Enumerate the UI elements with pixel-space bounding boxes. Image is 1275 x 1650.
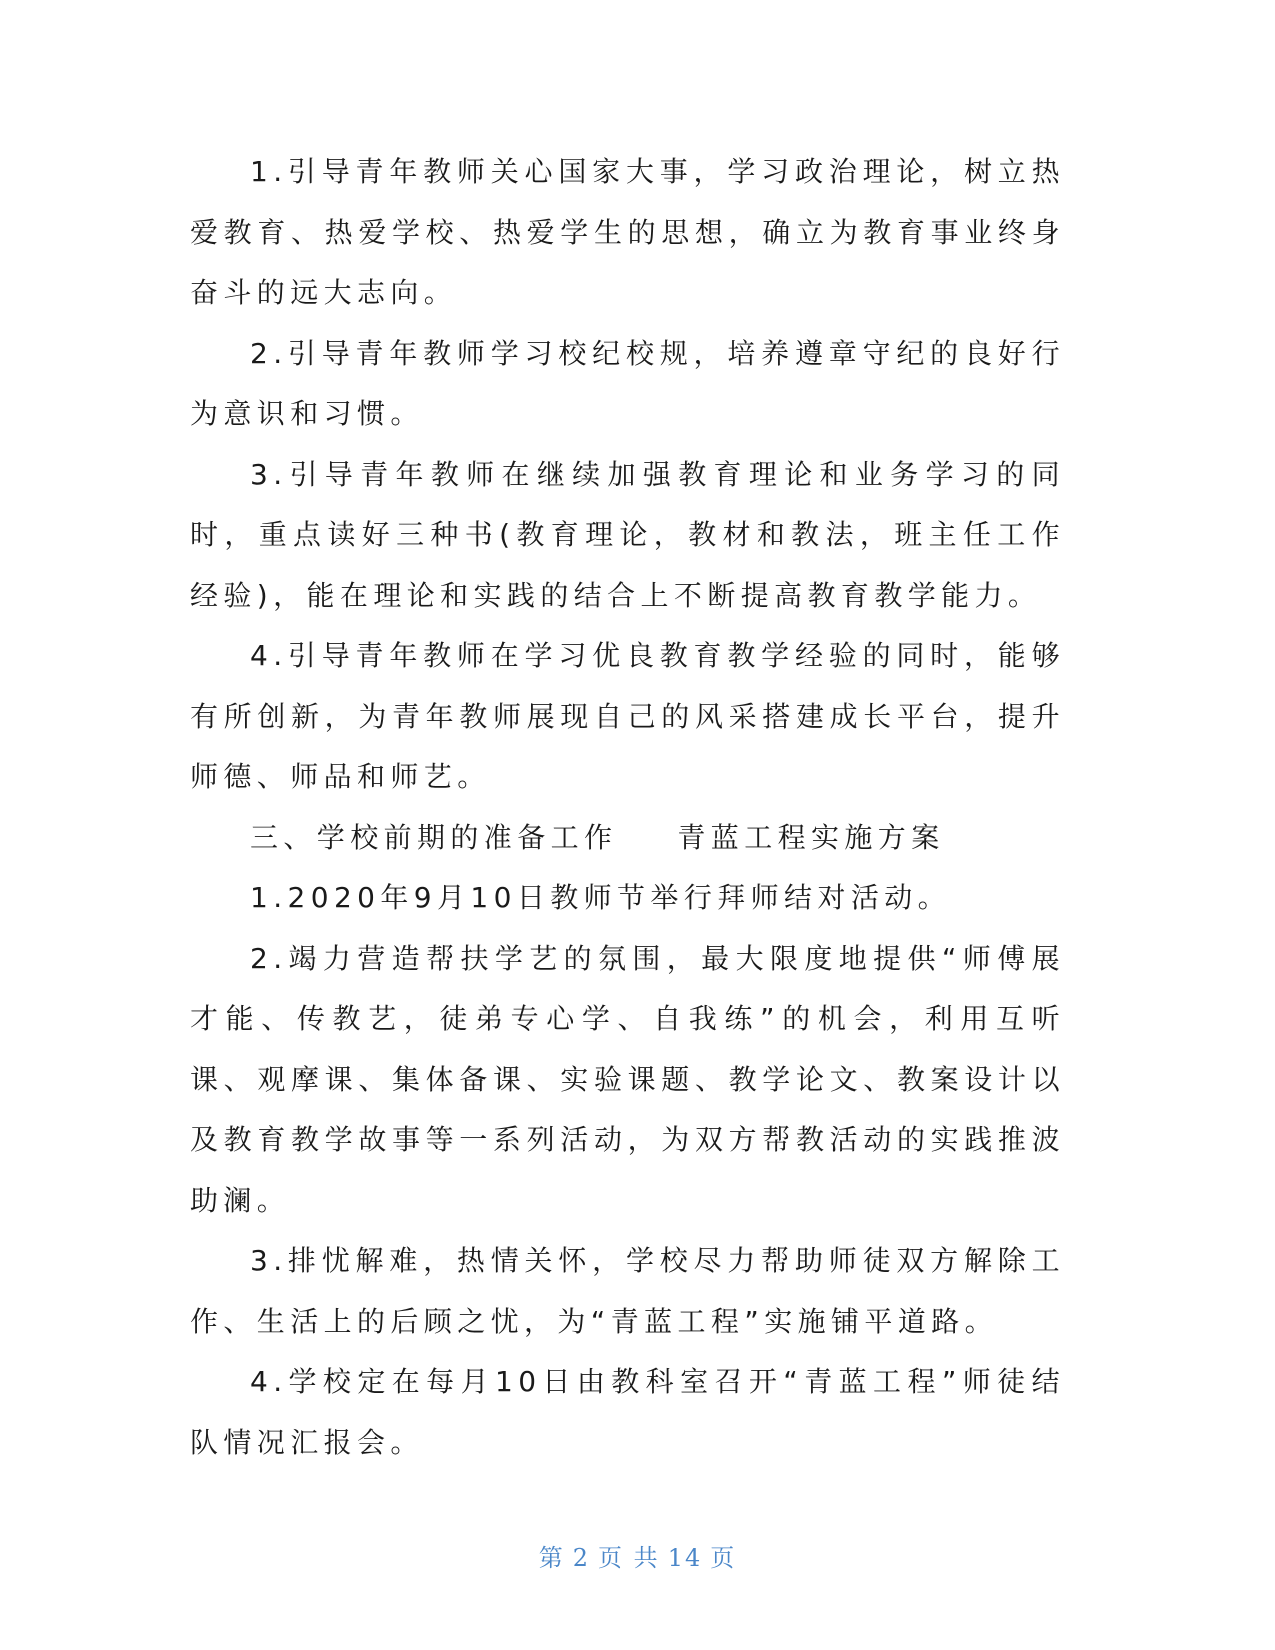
document-body [190, 142, 1065, 1473]
prep-item-1: 1.2020年9月10日教师节举行拜师结对活动。 [250, 881, 952, 914]
footer-middle: 页 共 [598, 1544, 660, 1572]
section-heading-subtitle: 青蓝工程实施方案 [677, 820, 945, 854]
prep-item-3: 3.排忧解难，热情关怀，学校尽力帮助师徒双方解除工作、生活上的后顾之忧，为“青蓝工程”实施铺平道路。 [190, 1244, 1065, 1338]
footer-current-page: 2 [572, 1544, 591, 1572]
prep-item-4: 4.学校定在每月10日由教科室召开“青蓝工程”师徒结队情况汇报会。 [190, 1365, 1065, 1459]
footer-prefix: 第 [538, 1544, 565, 1572]
paragraph-guide-3: 3.引导青年教师在继续加强教育理论和业务学习的同时，重点读好三种书(教育理论，教材和教法，班主任工作经验)，能在理论和实践的结合上不断提高教育教学能力。 [190, 457, 1065, 612]
prep-item-2: 2.竭力营造帮扶学艺的氛围，最大限度地提供“师傅展才能、传教艺，徒弟专心学、自我练”的机会，利用互听课、观摩课、集体备课、实验课题、教学论文、教案设计以及教育教学故事等一系列活动，为双方帮教活动的实践推波助澜。 [190, 941, 1065, 1217]
section-heading [190, 808, 1065, 869]
page-footer [0, 1538, 1275, 1573]
footer-total-pages: 14 [667, 1544, 703, 1572]
section-heading-title: 三、学校前期的准备工作 [250, 820, 618, 854]
paragraph-guide-2: 2.引导青年教师学习校纪校规，培养遵章守纪的良好行为意识和习惯。 [190, 336, 1065, 430]
paragraph-guide-1: 1.引导青年教师关心国家大事，学习政治理论，树立热爱教育、热爱学校、热爱学生的思想，确立为教育事业终身奋斗的远大志向。 [190, 155, 1065, 309]
footer-suffix: 页 [710, 1544, 737, 1572]
paragraph-guide-4: 4.引导青年教师在学习优良教育教学经验的同时，能够有所创新，为青年教师展现自己的风采搭建成长平台，提升师德、师品和师艺。 [190, 639, 1065, 793]
